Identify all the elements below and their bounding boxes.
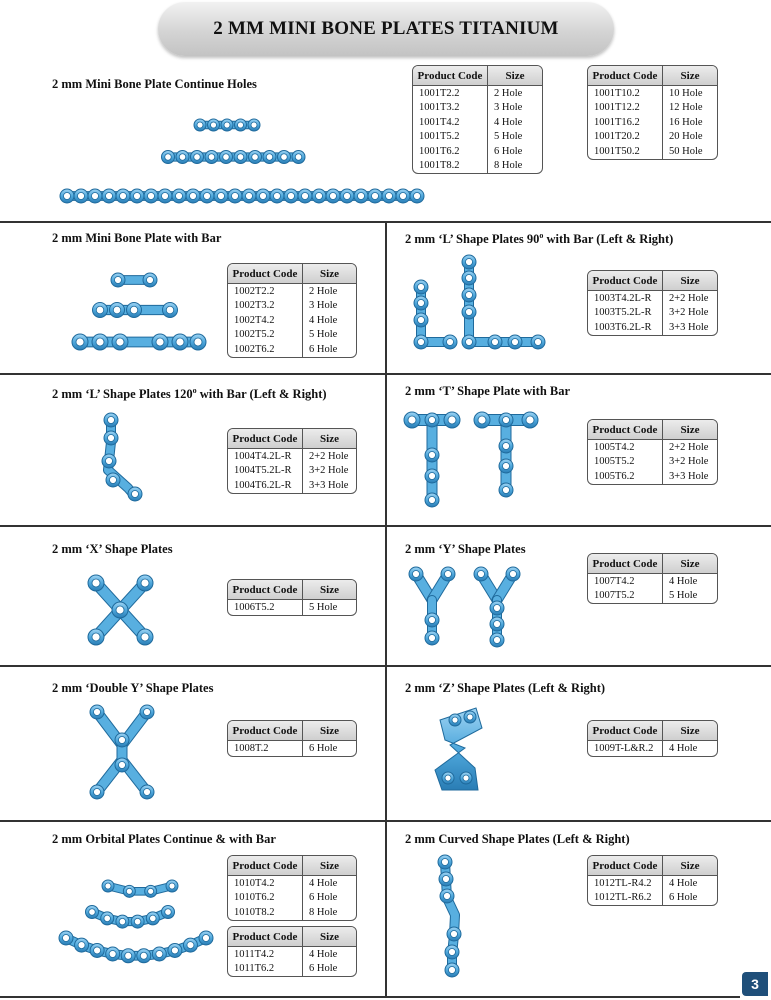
size: 4 Hole bbox=[669, 877, 698, 889]
size: 6 Hole bbox=[494, 145, 523, 157]
plate-hole bbox=[429, 473, 436, 480]
size: 16 Hole bbox=[669, 116, 703, 128]
product-code: 1006T5.2 bbox=[228, 600, 303, 615]
product-code: 1001T50.2 bbox=[588, 144, 663, 159]
plate-hole bbox=[171, 947, 178, 954]
plate-hole bbox=[179, 154, 186, 161]
plate-hole bbox=[494, 637, 501, 644]
plate-hole bbox=[106, 458, 113, 465]
size: 2+2 Hole bbox=[669, 292, 709, 304]
plate-hole bbox=[295, 154, 302, 161]
plate-hole bbox=[418, 317, 425, 324]
section-title-z-shape: 2 mm ‘Z’ Shape Plates (Left & Right) bbox=[405, 681, 606, 695]
plate-hole bbox=[194, 154, 201, 161]
header-product-code: Product Code bbox=[588, 554, 663, 573]
plate-hole bbox=[113, 306, 121, 314]
plate-hole bbox=[64, 193, 71, 200]
plate-hole bbox=[89, 909, 96, 916]
plate-hole bbox=[150, 915, 157, 922]
size: 3+2 Hole bbox=[669, 456, 709, 468]
plate-hole bbox=[105, 883, 111, 889]
section-title-continue-holes: 2 mm Mini Bone Plate Continue Holes bbox=[52, 77, 257, 91]
plate-hole bbox=[466, 275, 473, 282]
section-title-orbital: 2 mm Orbital Plates Continue & with Bar bbox=[52, 832, 276, 846]
plate-hole bbox=[503, 417, 510, 424]
product-code: 1003T5.2L-R bbox=[588, 306, 663, 321]
plate-hole bbox=[429, 635, 436, 642]
plate-hole bbox=[463, 775, 469, 781]
plate-hole bbox=[503, 463, 510, 470]
plate-hole bbox=[535, 339, 542, 346]
size: 4 Hole bbox=[309, 314, 338, 326]
plate-hole bbox=[478, 416, 486, 424]
plate-hole bbox=[414, 193, 421, 200]
product-code: 1011T4.2 bbox=[228, 947, 303, 962]
plate-hole bbox=[429, 497, 436, 504]
plate-hole bbox=[330, 193, 337, 200]
header-size: Size bbox=[505, 69, 525, 82]
size: 2+2 Hole bbox=[669, 441, 709, 453]
product-code: 1001T16.2 bbox=[588, 115, 663, 130]
section-title-x-shape: 2 mm ‘X’ Shape Plates bbox=[52, 542, 173, 556]
size: 3+3 Hole bbox=[669, 321, 709, 333]
plate-hole bbox=[109, 951, 116, 958]
plate-hole bbox=[165, 154, 172, 161]
plate-hole bbox=[130, 306, 138, 314]
plate-hole bbox=[466, 292, 473, 299]
plate-hole bbox=[478, 571, 485, 578]
product-code: 1001T12.2 bbox=[588, 101, 663, 116]
header-product-code: Product Code bbox=[588, 721, 663, 740]
plate-hole bbox=[104, 915, 111, 922]
size: 3+2 Hole bbox=[309, 465, 349, 477]
plate-hole bbox=[134, 193, 141, 200]
product-code: 1012TL-R6.2 bbox=[588, 891, 663, 906]
size: 50 Hole bbox=[669, 145, 703, 157]
plate-hole bbox=[94, 709, 101, 716]
size: 4 Hole bbox=[669, 742, 698, 754]
plate-hole bbox=[134, 918, 141, 925]
plate-hole bbox=[144, 709, 151, 716]
plate-hole bbox=[444, 893, 451, 900]
product-code: 1003T4.2L-R bbox=[588, 291, 663, 306]
plate-hole bbox=[429, 417, 436, 424]
size: 12 Hole bbox=[669, 102, 703, 114]
product-code: 1005T5.2 bbox=[588, 455, 663, 470]
size: 6 Hole bbox=[309, 963, 338, 975]
plate-hole bbox=[92, 193, 99, 200]
plate-hole bbox=[120, 193, 127, 200]
section-title-with-bar: 2 mm Mini Bone Plate with Bar bbox=[52, 231, 222, 245]
plate-hole bbox=[94, 789, 101, 796]
plate-hole bbox=[466, 259, 473, 266]
plate-hole bbox=[492, 339, 499, 346]
header-size: Size bbox=[680, 69, 700, 82]
plate-hole bbox=[466, 339, 473, 346]
plate-hole bbox=[418, 339, 425, 346]
plate-hole bbox=[132, 491, 139, 498]
product-code: 1001T8.2 bbox=[413, 159, 488, 174]
product-code: 1001T2.2 bbox=[413, 86, 488, 101]
plate-hole bbox=[92, 579, 100, 587]
plate-hole bbox=[449, 967, 456, 974]
size: 3 Hole bbox=[309, 300, 338, 312]
plate-hole bbox=[252, 154, 259, 161]
section-title-y-shape: 2 mm ‘Y’ Shape Plates bbox=[405, 542, 526, 556]
plate-hole bbox=[197, 122, 203, 128]
plate-hole bbox=[187, 942, 194, 949]
product-code: 1001T3.2 bbox=[413, 101, 488, 116]
plate-hole bbox=[211, 122, 217, 128]
header-product-code: Product Code bbox=[588, 271, 663, 290]
plate-hole bbox=[344, 193, 351, 200]
plate-hole bbox=[386, 193, 393, 200]
product-code: 1001T20.2 bbox=[588, 130, 663, 145]
header-product-code: Product Code bbox=[228, 927, 303, 946]
plate-hole bbox=[108, 435, 115, 442]
size: 2 Hole bbox=[494, 87, 523, 99]
header-product-code: Product Code bbox=[588, 66, 663, 85]
product-code: 1005T4.2 bbox=[588, 440, 663, 455]
plate-hole bbox=[94, 947, 101, 954]
plate-hole bbox=[166, 306, 174, 314]
plate-hole bbox=[108, 417, 115, 424]
plate-hole bbox=[232, 193, 239, 200]
product-code: 1004T6.2L-R bbox=[228, 478, 303, 493]
product-code: 1011T6.2 bbox=[228, 962, 303, 977]
product-code: 1002T2.2 bbox=[228, 284, 303, 299]
plate-hole bbox=[76, 338, 84, 346]
plate-hole bbox=[372, 193, 379, 200]
plate-hole bbox=[162, 193, 169, 200]
product-code: 1005T6.2 bbox=[588, 469, 663, 484]
plate-hole bbox=[408, 416, 416, 424]
plate-hole bbox=[237, 154, 244, 161]
plate-hole bbox=[467, 714, 473, 720]
plate-hole bbox=[144, 789, 151, 796]
plate-hole bbox=[169, 883, 175, 889]
product-code: 1010T6.2 bbox=[228, 891, 303, 906]
plate-hole bbox=[274, 193, 281, 200]
header-product-code: Product Code bbox=[588, 420, 663, 439]
header-size: Size bbox=[320, 583, 339, 596]
plate-hole bbox=[447, 339, 454, 346]
plate-hole bbox=[96, 338, 104, 346]
size: 4 Hole bbox=[669, 575, 698, 587]
size: 8 Hole bbox=[494, 160, 523, 172]
product-code: 1004T4.2L-R bbox=[228, 449, 303, 464]
header-size: Size bbox=[680, 724, 700, 737]
plate-hole bbox=[510, 571, 517, 578]
product-code: 1008T.2 bbox=[228, 741, 303, 756]
section-title-double-y: 2 mm ‘Double Y’ Shape Plates bbox=[52, 681, 214, 695]
header-size: Size bbox=[680, 274, 700, 287]
product-code: 1002T4.2 bbox=[228, 313, 303, 328]
plate-hole bbox=[466, 309, 473, 316]
plate-hole bbox=[126, 888, 132, 894]
plate-bar bbox=[469, 262, 538, 342]
size: 6 Hole bbox=[309, 892, 338, 904]
plate-hole bbox=[148, 888, 154, 894]
plate-hole bbox=[140, 952, 147, 959]
product-code: 1003T6.2L-R bbox=[588, 320, 663, 335]
section-title-l-90: 2 mm ‘L’ Shape Plates 90$^o$ with Bar (Left & Right) bbox=[405, 231, 674, 247]
plate-bar-outline bbox=[469, 262, 538, 342]
plate-hole bbox=[141, 633, 149, 641]
size: 4 Hole bbox=[309, 948, 338, 960]
size: 2 Hole bbox=[309, 285, 338, 297]
size: 3+3 Hole bbox=[309, 479, 349, 491]
header-size: Size bbox=[320, 267, 339, 280]
plate-hole bbox=[449, 949, 456, 956]
header-size: Size bbox=[680, 423, 700, 436]
plate-hole bbox=[251, 122, 257, 128]
plate-hole bbox=[445, 571, 452, 578]
product-code: 1001T5.2 bbox=[413, 130, 488, 145]
product-code: 1004T5.2L-R bbox=[228, 464, 303, 479]
plate-hole bbox=[443, 876, 450, 883]
plate-hole bbox=[148, 193, 155, 200]
plate-hole bbox=[156, 951, 163, 958]
plate-hole bbox=[238, 122, 244, 128]
plate-hole bbox=[442, 859, 449, 866]
product-code: 1010T4.2 bbox=[228, 876, 303, 891]
plate-hole bbox=[316, 193, 323, 200]
plate-hole bbox=[78, 942, 85, 949]
plate-hole bbox=[503, 487, 510, 494]
plate-hole bbox=[165, 909, 172, 916]
plate-hole bbox=[266, 154, 273, 161]
size: 5 Hole bbox=[494, 131, 523, 143]
product-code: 1009T-L&R.2 bbox=[588, 741, 663, 756]
plate-hole bbox=[400, 193, 407, 200]
header-product-code: Product Code bbox=[228, 580, 303, 599]
product-code: 1010T8.2 bbox=[228, 905, 303, 920]
plate-hole bbox=[119, 762, 126, 769]
plate-hole bbox=[115, 277, 122, 284]
product-code: 1001T6.2 bbox=[413, 144, 488, 159]
header-size: Size bbox=[320, 859, 339, 872]
plate-hole bbox=[288, 193, 295, 200]
size: 20 Hole bbox=[669, 131, 703, 143]
header-product-code: Product Code bbox=[588, 856, 663, 875]
size: 8 Hole bbox=[309, 906, 338, 918]
plate-hole bbox=[246, 193, 253, 200]
plate-hole bbox=[208, 154, 215, 161]
plate-hole bbox=[223, 154, 230, 161]
size: 5 Hole bbox=[309, 601, 338, 613]
plate-hole bbox=[224, 122, 230, 128]
plate-hole bbox=[176, 338, 184, 346]
plate-hole bbox=[512, 339, 519, 346]
plate-hole bbox=[194, 338, 202, 346]
plate-hole bbox=[147, 277, 154, 284]
size: 6 Hole bbox=[309, 742, 338, 754]
size: 3+3 Hole bbox=[669, 470, 709, 482]
header-size: Size bbox=[320, 432, 339, 445]
plate-hole bbox=[448, 416, 456, 424]
plate-hole bbox=[156, 338, 164, 346]
plate-hole bbox=[260, 193, 267, 200]
plate-hole bbox=[176, 193, 183, 200]
header-product-code: Product Code bbox=[228, 264, 303, 283]
plate-hole bbox=[429, 452, 436, 459]
plate-hole bbox=[119, 918, 126, 925]
plate-hole bbox=[418, 300, 425, 307]
plate-hole bbox=[451, 931, 458, 938]
plate-hole bbox=[116, 338, 124, 346]
page-title: 2 MM MINI BONE PLATES TITANIUM bbox=[213, 18, 559, 39]
header-product-code: Product Code bbox=[228, 856, 303, 875]
plate-hole bbox=[494, 621, 501, 628]
plate-hole bbox=[452, 717, 458, 723]
plate-hole bbox=[302, 193, 309, 200]
size: 4 Hole bbox=[494, 116, 523, 128]
plate-hole bbox=[218, 193, 225, 200]
product-code: 1002T5.2 bbox=[228, 328, 303, 343]
product-code: 1001T10.2 bbox=[588, 86, 663, 101]
plate-hole bbox=[204, 193, 211, 200]
plate-hole bbox=[92, 633, 100, 641]
plate-hole bbox=[281, 154, 288, 161]
plate-hole bbox=[96, 306, 104, 314]
plate-hole bbox=[413, 571, 420, 578]
plate-hole bbox=[119, 737, 126, 744]
product-code: 1007T4.2 bbox=[588, 574, 663, 589]
plate-hole bbox=[116, 606, 124, 614]
size: 5 Hole bbox=[669, 590, 698, 602]
header-size: Size bbox=[320, 930, 339, 943]
plate-hole bbox=[526, 416, 534, 424]
size: 2+2 Hole bbox=[309, 450, 349, 462]
size: 5 Hole bbox=[309, 329, 338, 341]
plate-hole bbox=[429, 617, 436, 624]
size: 3+2 Hole bbox=[669, 307, 709, 319]
header-product-code: Product Code bbox=[228, 721, 303, 740]
plate-hole bbox=[106, 193, 113, 200]
product-code: 1002T6.2 bbox=[228, 342, 303, 357]
plate-hole bbox=[125, 952, 132, 959]
plate-hole bbox=[358, 193, 365, 200]
plate-hole bbox=[110, 477, 117, 484]
section-title-t-shape: 2 mm ‘T’ Shape Plate with Bar bbox=[405, 384, 571, 398]
section-title-curved: 2 mm Curved Shape Plates (Left & Right) bbox=[405, 832, 630, 846]
plate-hole bbox=[418, 284, 425, 291]
product-code: 1002T3.2 bbox=[228, 299, 303, 314]
plate-bar bbox=[108, 886, 172, 891]
size: 6 Hole bbox=[669, 892, 698, 904]
plate-hole bbox=[190, 193, 197, 200]
size: 6 Hole bbox=[309, 343, 338, 355]
page-number: 3 bbox=[742, 972, 768, 996]
header-product-code: Product Code bbox=[228, 429, 303, 448]
section-title-l-120: 2 mm ‘L’ Shape Plates 120$^o$ with Bar (Left & Right) bbox=[52, 386, 327, 402]
product-code: 1001T4.2 bbox=[413, 115, 488, 130]
header-size: Size bbox=[320, 724, 339, 737]
size: 4 Hole bbox=[309, 877, 338, 889]
size: 10 Hole bbox=[669, 87, 703, 99]
plate-hole bbox=[494, 605, 501, 612]
plate-hole bbox=[63, 935, 70, 942]
plate-hole bbox=[445, 775, 451, 781]
header-size: Size bbox=[680, 557, 700, 570]
plate-hole bbox=[141, 579, 149, 587]
product-code: 1012TL-R4.2 bbox=[588, 876, 663, 891]
size: 3 Hole bbox=[494, 102, 523, 114]
plate-hole bbox=[503, 443, 510, 450]
plate-hole bbox=[203, 935, 210, 942]
plate-hole bbox=[78, 193, 85, 200]
header-product-code: Product Code bbox=[413, 66, 488, 85]
header-size: Size bbox=[680, 859, 700, 872]
product-code: 1007T5.2 bbox=[588, 589, 663, 604]
